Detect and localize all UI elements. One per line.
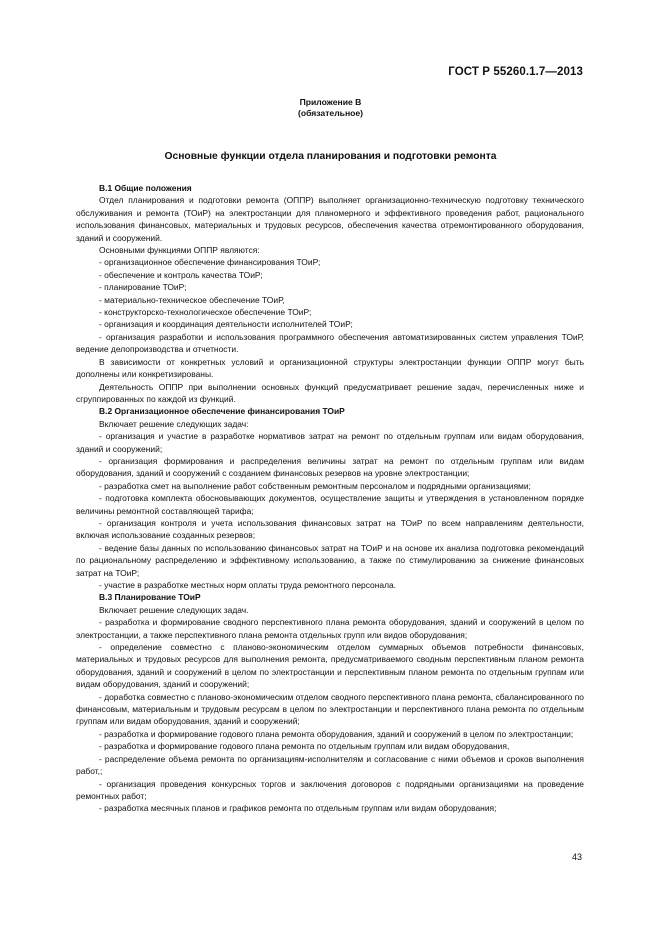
paragraph: Включает решение следующих задач. [99, 604, 249, 615]
appendix-status: (обязательное) [297, 108, 364, 118]
paragraph: - разработка и формирование годового плана ремонта оборудования, зданий и сооружений в целом по электростанции; [99, 728, 574, 739]
paragraph: - разработка смет на выполнение работ собственным ремонтным персоналом и подрядными организациями; [99, 480, 531, 491]
paragraph: Деятельность ОППР при выполнении основных функций предусматривает решение задач, перечисленных ниже и сгруппированных по каждой из функций. [76, 381, 584, 404]
paragraph: Отдел планирования и подготовки ремонта (ОППР) выполняет организационно-техническую подготовку технического обслуживания и ремонта (ТОиР) на электростанции для планомерного и эффективного проведения работ, рационального использования финансовых, материальных и трудовых ресурсов, обеспечения качества отремонтированного оборудования, зданий и сооружений. [76, 195, 584, 243]
paragraph: Включает решение следующих задач: [99, 418, 249, 429]
paragraph: - организация формирования и распределения величины затрат на ремонт по отдельным группам или видам оборудования, зданий и сооружений с созданием финансовых резервов на уровне электростанции; [76, 455, 584, 479]
paragraph: Основными функциями ОППР являются: [99, 245, 260, 256]
paragraph: - организация и координация деятельности исполнителей ТОиР; [99, 319, 353, 330]
paragraph: - планирование ТОиР; [99, 282, 187, 293]
paragraph: - обеспечение и контроль качества ТОиР; [99, 269, 263, 280]
page-number: 43 [571, 852, 582, 862]
paragraph: - организация контроля и учета использования финансовых затрат на ТОиР по всем направлениям деятельности, включая использование созданных резервов; [76, 517, 584, 541]
body-text [76, 182, 584, 815]
paragraph: - разработка месячных планов и графиков ремонта по отдельным группам или видам оборудования; [99, 803, 497, 814]
paragraph: - материально-техническое обеспечение ТОиР, [99, 294, 285, 305]
paragraph: - разработка и формирование сводного перспективного плана ремонта оборудования, зданий и сооружений в целом по электростанции, а также перспективного плана ремонта отдельных групп или видов оборудования; [76, 617, 584, 640]
paragraph: - распределение объема ремонта по организациям-исполнителям и согласование с ними объемов и сроков выполнения работ,; [76, 753, 584, 777]
section-title: Основные функции отдела планирования и подготовки ремонта [164, 151, 497, 162]
paragraph: В зависимости от конкретных условий и организационной структуры электростанции функции ОППР могут быть дополнены или конкретизированы. [76, 356, 584, 380]
section-heading: В.3 Планирование ТОиР [99, 592, 201, 603]
section-heading: В.1 Общие положения [99, 183, 192, 193]
paragraph: - организация и участие в разработке нормативов затрат на ремонт по отдельным группам или видам оборудования, зданий и сооружений; [76, 431, 584, 454]
paragraph: - подготовка комплекта обосновывающих документов, осуществление защиты и утверждения в установленном порядке величины ремонтной составляющей тарифа; [76, 493, 584, 516]
standard-code: ГОСТ Р 55260.1.7—2013 [448, 66, 583, 78]
section-heading: В.2 Организационное обеспечение финансирования ТОиР [99, 406, 345, 417]
paragraph: - организация проведения конкурсных торгов и заключения договоров с подрядными организациями на проведение ремонтных работ; [76, 778, 584, 801]
paragraph: - организация разработки и использования программного обеспечения автоматизированных систем управления ТОиР, ведение делопроизводства и отчетности. [76, 331, 584, 355]
paragraph: - конструкторско-технологическое обеспечение ТОиР; [99, 307, 312, 318]
paragraph: - организационное обеспечение финансирования ТОиР; [99, 257, 321, 268]
paragraph: - определение совместно с планово-экономическим отделом суммарных объемов потребности финансовых, материальных и трудовых ресурсов для выполнения ремонта, предусматриваемого сводным перспективным планом ремонта оборудования, зданий и сооружений в целом по электростанции и перспективным планом ремонта по отдельным группам или видам оборудования, зданий и сооружений; [76, 642, 584, 690]
appendix-label: Приложение В [299, 97, 362, 107]
paragraph: - разработка и формирование годового плана ремонта по отдельным группам или видам оборудования, [99, 741, 510, 752]
paragraph: - доработка совместно с планово-экономическим отделом сводного перспективного плана ремонта, сбалансированного по финансовым, материальным и трудовым ресурсам в целом по электростанции и перспективного плана ремонта по отдельным группам или видам оборудования, зданий и сооружений; [76, 691, 584, 727]
paragraph: - ведение базы данных по использованию финансовых затрат на ТОиР и на основе их анализа подготовка рекомендаций по рациональному распределению и эффективному использованию, а также по стимулированию за снижение финансовых затрат на ТОиР; [76, 542, 584, 578]
paragraph: - участие в разработке местных норм оплаты труда ремонтного персонала. [99, 580, 397, 590]
appendix-block [0, 97, 661, 119]
